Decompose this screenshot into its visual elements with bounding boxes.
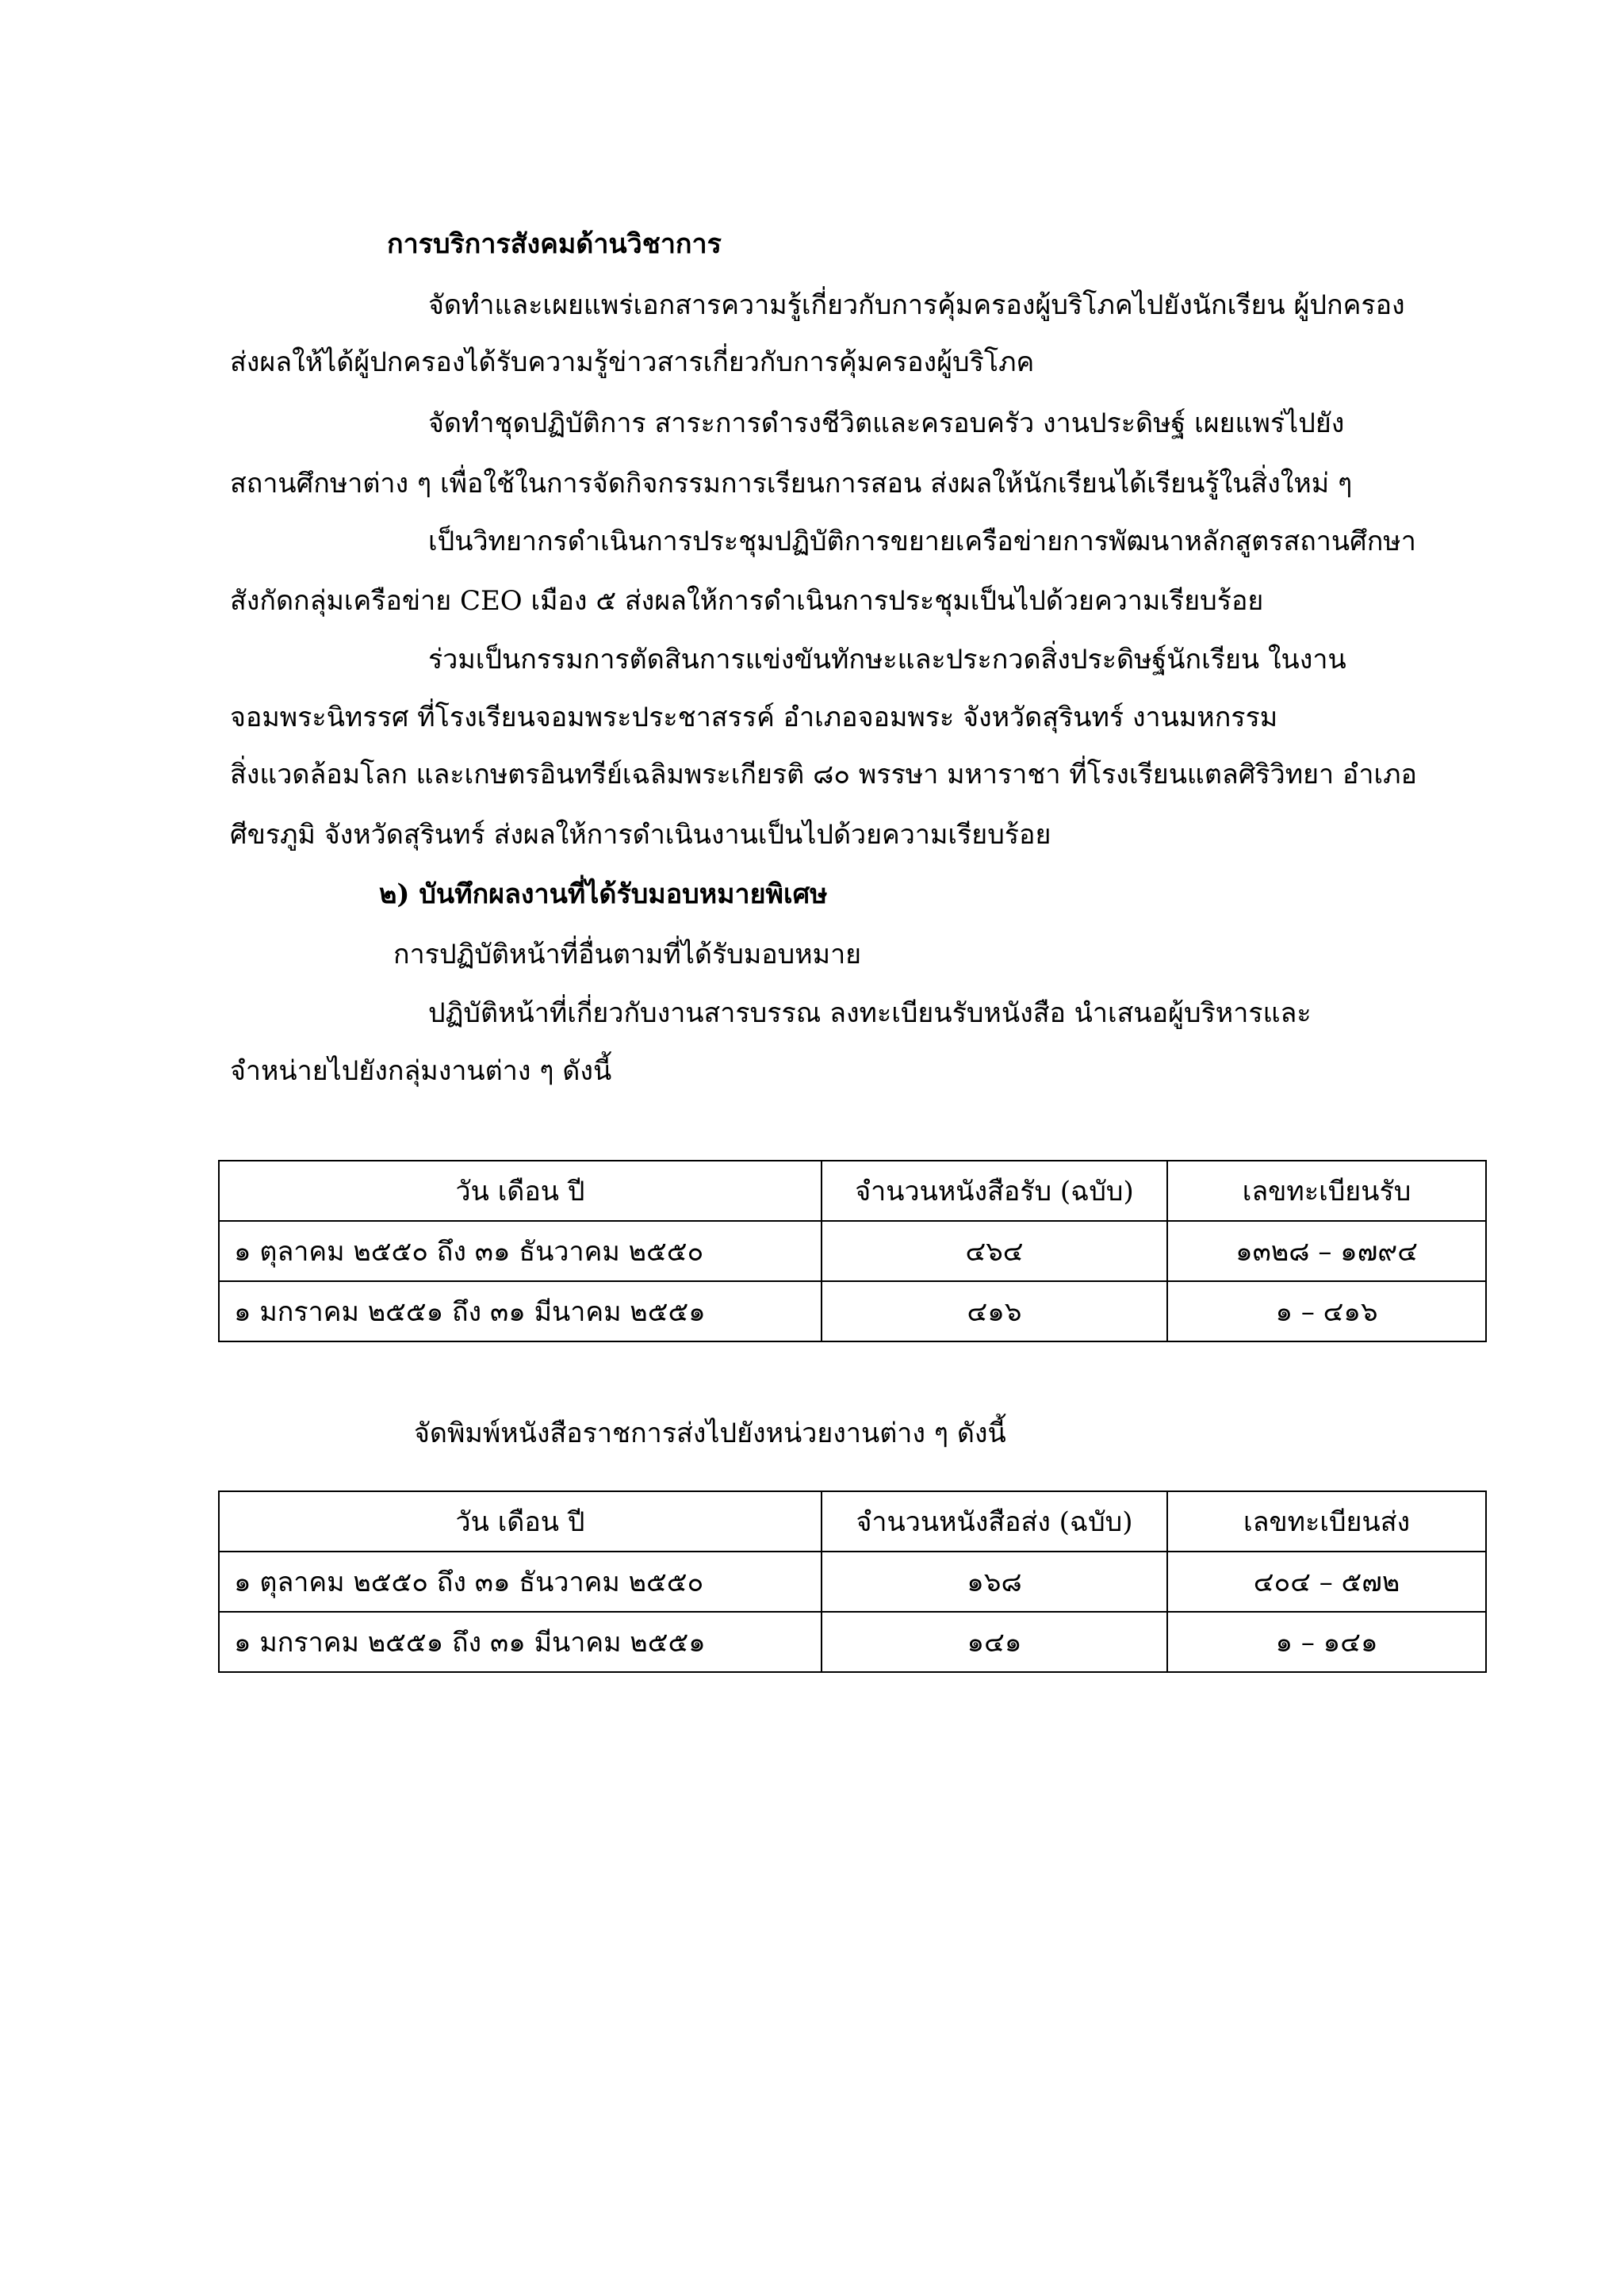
cell-registry-range: ๑ – ๔๑๖	[1167, 1281, 1486, 1341]
paragraph-line: สถานศึกษาต่าง ๆ เพื่อใช้ในการจัดกิจกรรมการเรียนการสอน ส่งผลให้นักเรียนได้เรียนรู้ในสิ่งใหม่ ๆ	[230, 468, 1353, 499]
sent-intro-line: จัดพิมพ์หนังสือราชการส่งไปยังหน่วยงานต่าง ๆ ดังนี้	[414, 1418, 1006, 1449]
column-header-registry: เลขทะเบียนรับ	[1167, 1161, 1486, 1221]
cell-registry-range: ๔๐๔ – ๕๗๒	[1167, 1552, 1486, 1612]
cell-date-range: ๑ มกราคม ๒๕๕๑ ถึง ๓๑ มีนาคม ๒๕๕๑	[219, 1281, 822, 1341]
paragraph-line: ศีขรภูมิ จังหวัดสุรินทร์ ส่งผลให้การดำเนินงานเป็นไปด้วยความเรียบร้อย	[230, 819, 1051, 851]
column-header-count: จำนวนหนังสือส่ง (ฉบับ)	[822, 1491, 1167, 1552]
cell-date-range: ๑ มกราคม ๒๕๕๑ ถึง ๓๑ มีนาคม ๒๕๕๑	[219, 1612, 822, 1672]
table-row	[219, 1612, 1486, 1672]
section-heading: การบริการสังคมด้านวิชาการ	[387, 228, 722, 260]
cell-count: ๔๑๖	[822, 1281, 1167, 1341]
paragraph-line: จัดทำชุดปฏิบัติการ สาระการดำรงชีวิตและครอบครัว งานประดิษฐ์ เผยแพร่ไปยัง	[428, 408, 1345, 439]
table-row	[219, 1221, 1486, 1281]
cell-count: ๔๖๔	[822, 1221, 1167, 1281]
table-header-row	[219, 1161, 1486, 1221]
cell-registry-range: ๑๓๒๘ – ๑๗๙๔	[1167, 1221, 1486, 1281]
table-row	[219, 1552, 1486, 1612]
cell-date-range: ๑ ตุลาคม ๒๕๕๐ ถึง ๓๑ ธันวาคม ๒๕๕๐	[219, 1552, 822, 1612]
paragraph-line: ส่งผลให้ได้ผู้ปกครองได้รับความรู้ข่าวสารเกี่ยวกับการคุ้มครองผู้บริโภค	[230, 346, 1035, 378]
paragraph-line: สิ่งแวดล้อมโลก และเกษตรอินทรีย์เฉลิมพระเกียรติ ๘๐ พรรษา มหาราชา ที่โรงเรียนแตลศิริวิทยา อำเภอ	[230, 759, 1417, 790]
sent-documents-table	[218, 1490, 1487, 1673]
cell-registry-range: ๑ – ๑๔๑	[1167, 1612, 1486, 1672]
cell-count: ๑๔๑	[822, 1612, 1167, 1672]
received-documents-table	[218, 1160, 1487, 1342]
paragraph-line: เป็นวิทยากรดำเนินการประชุมปฏิบัติการขยายเครือข่ายการพัฒนาหลักสูตรสถานศึกษา	[428, 526, 1416, 557]
intro-line: ปฏิบัติหน้าที่เกี่ยวกับงานสารบรรณ ลงทะเบียนรับหนังสือ นำเสนอผู้บริหารและ	[428, 997, 1312, 1029]
paragraph-line: สังกัดกลุ่มเครือข่าย CEO เมือง ๕ ส่งผลให้การดำเนินการประชุมเป็นไปด้วยความเรียบร้อย	[230, 585, 1264, 617]
subheading: ๒) บันทึกผลงานที่ได้รับมอบหมายพิเศษ	[379, 878, 828, 910]
table-row	[219, 1281, 1486, 1341]
table-header-row	[219, 1491, 1486, 1552]
cell-count: ๑๖๘	[822, 1552, 1167, 1612]
cell-date-range: ๑ ตุลาคม ๒๕๕๐ ถึง ๓๑ ธันวาคม ๒๕๕๐	[219, 1221, 822, 1281]
column-header-registry: เลขทะเบียนส่ง	[1167, 1491, 1486, 1552]
paragraph-line: จอมพระนิทรรศ ที่โรงเรียนจอมพระประชาสรรค์ อำเภอจอมพระ จังหวัดสุรินทร์ งานมหกรรม	[230, 702, 1278, 733]
column-header-count: จำนวนหนังสือรับ (ฉบับ)	[822, 1161, 1167, 1221]
paragraph-line: ร่วมเป็นกรรมการตัดสินการแข่งขันทักษะและประกวดสิ่งประดิษฐ์นักเรียน ในงาน	[428, 644, 1346, 675]
column-header-date: วัน เดือน ปี	[219, 1491, 822, 1552]
paragraph-line: จัดทำและเผยแพร่เอกสารความรู้เกี่ยวกับการคุ้มครองผู้บริโภคไปยังนักเรียน ผู้ปกครอง	[428, 289, 1405, 321]
intro-line: จำหน่ายไปยังกลุ่มงานต่าง ๆ ดังนี้	[230, 1055, 612, 1087]
column-header-date: วัน เดือน ปี	[219, 1161, 822, 1221]
subheading-line: การปฏิบัติหน้าที่อื่นตามที่ได้รับมอบหมาย	[393, 939, 862, 970]
